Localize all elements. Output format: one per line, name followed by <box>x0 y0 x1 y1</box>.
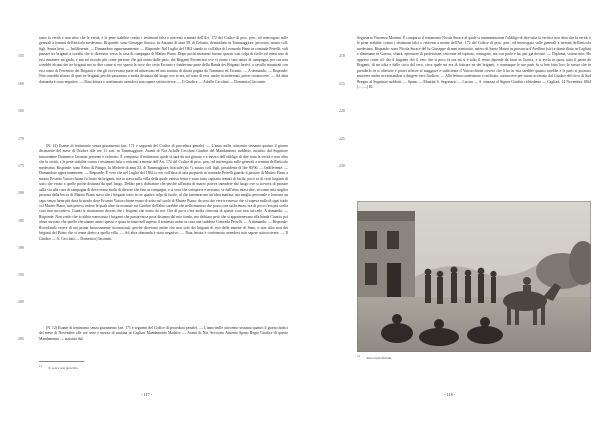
line-number: 155 <box>18 54 24 58</box>
line-number: 165 <box>18 109 24 113</box>
line-number: 180 <box>18 191 24 195</box>
left-block-2 <box>39 144 288 242</box>
line-number: 210 <box>339 54 345 58</box>
page-number: - 117 - <box>141 392 153 397</box>
line-number: 220 <box>339 109 345 113</box>
line-number: 190 <box>18 246 24 250</box>
left-block-1 <box>39 36 288 85</box>
right-block-1 <box>357 36 591 91</box>
footnote-marker: 13 <box>39 365 42 368</box>
right-page <box>300 0 600 424</box>
footnote-rule <box>39 361 84 362</box>
line-number: 170 <box>18 137 24 141</box>
historical-photo <box>357 201 591 352</box>
left-paragraph-1: tanto la verità e non altro che la verità, e le pene stabilite contro i testimoni falsi o reticenti a mente dell'Art. 172 del Codice di proc. pen., ed interrogato sulle generali a termini dell'articolo medesimo, Risponde: sono Giuseppe Savoca, fu Antonio di anni 38, di Cefonia, domiciliato in Tommaggiore, pecoraro, nostro coll. figli. Senza beni. — Indifferente. — Domandato opportunamente: — Risponde: Nel Luglio del 1862 stando io coll'altra di Leonardo Piano in contrada Petrelli, vidi passare tre briganti a cavallo che si diressero verso la casa di campagna di Matteo Piano. Dopo pochi momenti furono sparati vari colpi di fucile ed intesi uno di essi rimanere un grido, e ma mi ricordo più come persone che già erano dalle parti, dei Briganti Ferrencieri ove vi erano i suoi amici di campagna, per cui non conobbi alcuno dei tre briganti ma so dire come si ero sparsa la voce che certo Ercanio e fondevano parte della Banda dei Briganti ferrivi, a cavallo incontrati con essi come di Ferrenzio dei Briganti e che gli ricevevano parte ed attiravano ed una somma di ducati pagata da Tommaso ed Ercanio. — A domanda: — Risponde: Non conobbi alcuno di quei tre briganti perchè passarono a molta distanza dal luogo ove io era, né sono di essi, anche riconfermati, potrei riconoscere. — Ad altra domanda è stato negativo. — Data lettura e confermato avendovi non sapere sottoscrivere. — Il Giudice — Achille Cecchini — Domenico] Iacomin. <box>39 36 288 84</box>
left-paragraph-2: (N. 12) Esame di testimonio senza giuramento (art. 171 e seguenti del Codice di procedura penale). — L'anno mille ottocento sessanta quattro il giorno diciassette del mese di Ottobre alle ore 11 a.m. in Tommaggiore, Avanti di Noi Achille Cecchini Giudice del Mandamento suddetto, assistito dal Sognitore funzionante Domenico Iacomin presente e richiesto. È comparso il testimonio quale si sarà da noi giurato e a mezzo dell'obbligo di dire tutta la verità e non altro che la verità, e le pene stabilite contro i testimoni falsi o reticenti a mente dell'Art. 172 del Codice di proc. pen., ed interrogato sulle generali a termini dell'articolo medesimo. Risponde: sono Fabio di Pampo, fu Michele di anni 52, di Tommaggiore, braciale (sic !), nostro coll. figli, possidente di lire 80/00. — Indifferente. — Domandato opportunamente: — Risponde: È vero che nel Luglio del 1862 io ero coll'altra di una proprietà in contrada Petrelli guardo il passare di Matteo Piano a mezzo Ercanio Vaicocchione fu fratto da briganti, ma io stava sulla villa della quale veniva ferita e sono tutto capitano armati di fucile, poco so di certi briganti di sotto che erano a quelle poche distanza da quel luogo. Debbo però dichiarare che perchè all'inizio di marzo poteva intendere dal luogo ove si trovava di passare sulla via alla casa di campagna di dove erano molti di diverse che fino ai compagni, e si vero che sottoporte e nessuno, se dall'altra intesi dire, siccome mia miglior persona dalla bocca di Matteo Piano stava che i briganti sotto in tre quattro colpi di fucile, al che intenerarono un'altra mattina, ma meglio personale e ferirono un capo senza farne più dura la strada dove Ercanio Vaicocchione erano di sotto sul suolo di Matteo Piano; da sera che vere tre messo che si sapeva nulla di ogni trado col Matteo Piano, non poteva vedere le quali altre circostanze sui Giudice dell'altro sarebbe che nella maniera che posso con sufficienza, ora di poco c'era più scelta cosa non succedeva. Giunti si ritornarono diversi che i briganti che erano da noi. Ora di poco c'era molta ritrovata di queste cose non succede. A domanda: — Risponde: Non credo che io abbia conosciuto i briganti che passarono a poca distanza dal mio fondo, ma dichiaro però che si appartenevano alla banda Ciancio poi alcun servizio che quello che stanno amici spesso e quasi in tanto nell'aspetto il sentenza uomo in casa una suddetta Contrada Petrelli. — A domanda: — Risponde: Ricordando essere di nei prima faticosamente riconosciuti, perchè dicevano anche che non solo dei briganti di essi delle annette di Seno, e non altro non dei briganti del Piano che si tenne dietro a quella villa. — Ad altra domanda è stato negativo. — Data lettura è confermato avendovi non sapere sottoscrivere. — Il Giudice — A. Cecchini — Domenico] Iacomin. <box>39 144 288 241</box>
line-number: 195 <box>18 273 24 277</box>
line-number: 185 <box>18 219 24 223</box>
page-number: - 118 - <box>444 392 456 397</box>
line-number: 225 <box>339 137 345 141</box>
photo-caption <box>357 355 392 360</box>
line-number: 230 <box>339 164 345 168</box>
footnote-text: Tutto indecifrabile. <box>366 356 392 361</box>
left-paragraph-3: (N. 12) Esame di testimonio senza giuramento (art. 171 e seguenti del Codice di procedura penale). — L'anno mille ottocento sessanta quattro il giorno dodici del mese di Novembre alle ore sette e mezzo di mattina in Cagliari Mandamento Madrice — Avanti di Noi Avvocato Antonio Spano Regio Giudice di questo Mandamento — assistito dal <box>39 326 288 341</box>
line-number: 215 <box>339 82 345 86</box>
line-number: 160 <box>18 82 24 86</box>
footnote-text: Il. sola a seta prescritta. <box>48 366 79 371</box>
right-paragraph-1: Segretario Vincenzo Montini. È comparso il testimonio Nicola Surace al quale si rammentazione l'obbligo di dire tutta la verità e non altro che la verità, e le pene stabilite contro i testimoni falsi o reticenti a mente dell'Art. 172 del Codice di proc. pen., ed interrogato sulle generali a termini dell'articolo medesimo. Risponde: sono Nicola Surace del fu Giuseppe di anni trentaotto, nativo di Santo Mauro in provincia d'Avellino (sic) e domiciliato in Cagliari e dimorante in Guerra, chiarà, operatore di professione, reticente ed ispirato, coniugato, ma con prole e ha, pur già dovuto. — Diploma, sottoscritto: Ho appreso come ciò che il brigante che il vero che si poco fa ora mi si è tolto il vento dipende da fuori in Guerra, e si avvia in quasi tutto il paese de Briganti, di mi tolta e dalle circa dal vero, circa quale mi era di faticare ne dei briganti, e comunque le sue parti fu si ben fatto loro lo stesso che in prenderlo in si ulteriore e potrei riferire al maggiore e sufficiente il Vaicocchione ovvero che li ha in vita sarebbe quanto sarebbe e le parti si possono muovere anche avvicinandosi a dirigere vero l'indizio. — Alla lettura confermato e ratificato, sottoscrive per suono accertato dal Giudice del circo di Sud Bregno al Sognitore suddetti. — Spano — Montini S. Segretario — Lacoro — S. rimossa al Signor Giudice richiedente — Cagliari, 14 Novembre 1864 [.........] Ill. <box>357 36 591 90</box>
left-footnote <box>39 365 79 370</box>
line-number: 205 <box>18 337 24 341</box>
line-number: 175 <box>18 164 24 168</box>
left-block-3 <box>39 326 288 342</box>
line-number: 200 <box>18 300 24 304</box>
footnote-marker: 14 <box>357 355 360 358</box>
